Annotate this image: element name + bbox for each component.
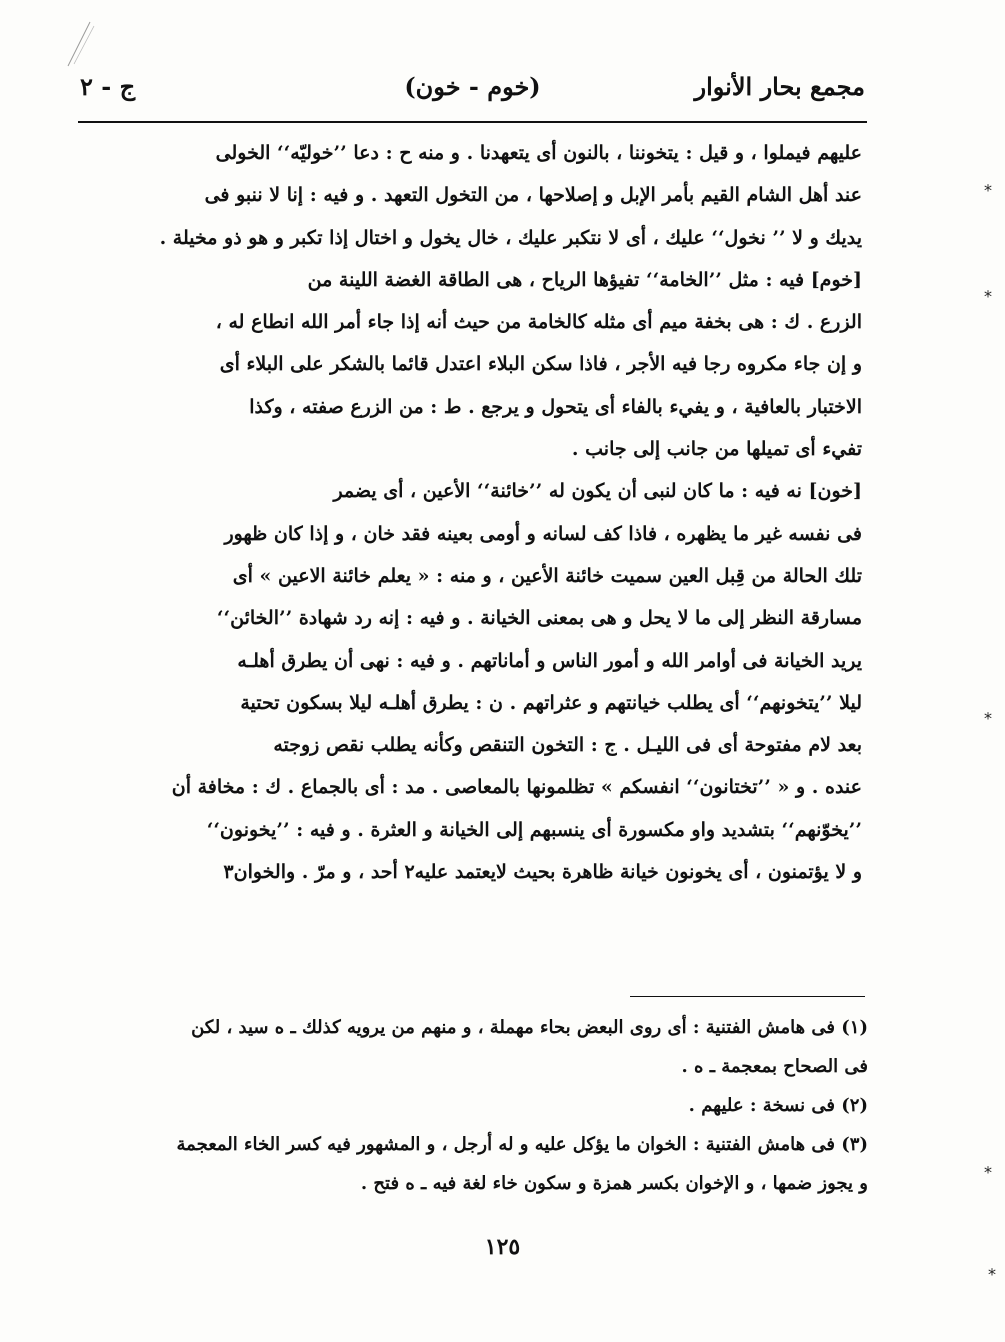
book-title: مجمع بحار الأنوار — [694, 72, 865, 101]
text-line: مسارقة النظر إلى ما لا يحل و هى بمعنى الخيانة . و فيه : إنه رد شهادة ’’الخائن‘‘ — [216, 607, 862, 630]
text-line: بعد لام مفتوحة أى فى الليـل . ج : التخون التنقص وكأنه يطلب نقص زوجته — [273, 734, 862, 757]
text-line: [خون] نه فيه : ما كان لنبى أن يكون له ’’خائنة‘‘ الأعين ، أى يضمر — [333, 480, 862, 503]
pencil-mark — [60, 20, 100, 70]
text-line: فى نفسه غير ما يظهره ، فاذا كف لسانه و أومى بعينه فقد خان ، و إذا كان ظهور — [224, 522, 862, 545]
margin-tick-icon: ⁎ — [984, 704, 992, 723]
page-number: ١٢٥ — [484, 1234, 521, 1260]
text-line: تفيء أى تميلها من جانب إلى جانب . — [571, 438, 862, 461]
header-divider — [78, 121, 867, 123]
margin-tick-icon: ⁎ — [984, 282, 992, 301]
entry-range: (خوم - خون) — [404, 72, 541, 101]
footnote-line: (١) فى هامش الفتنية : أى روى البعض بحاء مهملة ، و منهم من يرويه كذلك ـ ه سيد ، لكن — [191, 1017, 868, 1038]
text-line: ليلا ’’يتخونهم‘‘ أى يطلب خيانتهم و عثراتهم . ن : يطرق أهلـه ليلا بسكون تحتية — [240, 691, 862, 714]
text-line: و لا يؤتمنون ، أى يخونون خيانة ظاهرة بحيث لايعتمد عليه٢ أحد ، و مرّ . والخوان٣ — [223, 861, 862, 884]
margin-tick-icon: ⁎ — [984, 1158, 992, 1177]
text-line: تلك الحالة من قِبل العين سميت خائنة الأعين ، و منه : « يعلم خائنة الاعين » أى — [232, 564, 862, 587]
footnote-divider — [630, 996, 865, 997]
text-line: يديك و لا ’’ نخول‘‘ عليك ، أى لا نتكبر عليك ، خال يخول و اختال إذا تكبر و هو ذو مخيلة . — [159, 226, 862, 249]
text-line: ’’يخوّنهم‘‘ بتشديد واو مكسورة أى ينسبهم إلى الخيانة و العثرة . و فيه : ’’يخونون‘‘ — [206, 818, 862, 841]
text-line: [خوم] فيه : مثل ’’الخامة‘‘ تفيؤها الرياح ، هى الطاقة الغضة اللينة من — [307, 268, 862, 291]
volume-label: ج - ٢ — [80, 72, 136, 101]
text-line: الاختبار بالعافية ، و يفيء بالفاء أى يتحول و يرجع . ط : من الزرع صفته ، وكذا — [249, 395, 862, 418]
footnote-line: و يجوز ضمها ، و الإخوان بكسر همزة و سكون خاء لغة فيه ـ ه فتح . — [360, 1173, 868, 1194]
page-header — [80, 72, 865, 116]
footnote-line: (٢) فى نسخة : عليهم . — [688, 1095, 868, 1116]
text-line: يريد الخيانة فى أوامر الله و أمور الناس و أماناتهم . و فيه : نهى أن يطرق أهلـه — [237, 649, 862, 672]
text-line: عند أهل الشام القيم بأمر الإبل و إصلاحها ، من التخول التعهد . و فيه : إنا لا ننبو فى — [204, 184, 862, 207]
margin-tick-icon: ⁎ — [984, 176, 992, 195]
main-text — [78, 132, 862, 893]
margin-tick-icon: ⁎ — [988, 1260, 996, 1279]
text-line: عنده . و « ’’تختانون‘‘ انفسكم » تظلمونها بالمعاصى . مد : أى بالجماع . ك : مخافة أن — [171, 776, 862, 799]
footnote-line: فى الصحاح بمعجمة ـ ه . — [681, 1056, 868, 1077]
footnotes — [88, 1008, 868, 1203]
text-line: عليهم فيملوا ، و قيل : يتخوننا ، بالنون أى يتعهدنا . و منه ح : دعا ’’خوليّه‘‘ الخولى — [215, 142, 862, 164]
text-line: و إن جاء مكروه رجا فيه الأجر ، فاذا سكن البلاء اعتدل قائما بالشكر على البلاء أى — [219, 353, 862, 376]
text-line: الزرع . ك : هى بخفة ميم أى مثله كالخامة من حيث أنه إذا جاء أمر الله انطاع له ، — [215, 311, 862, 334]
footnote-line: (٣) فى هامش الفتنية : الخوان ما يؤكل عليه و له أرجل ، و المشهور فيه كسر الخاء المعجمة — [176, 1134, 868, 1155]
